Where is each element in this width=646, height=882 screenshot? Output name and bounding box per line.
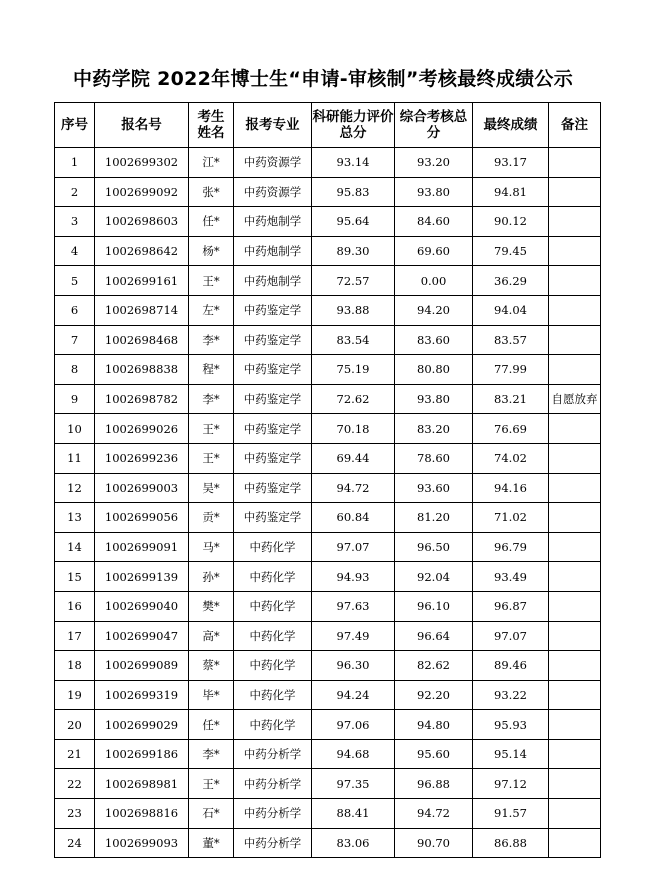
cell-registration-number: 1002699139 bbox=[95, 562, 189, 592]
cell-remarks bbox=[549, 443, 601, 473]
cell-candidate-name: 张* bbox=[189, 177, 234, 207]
cell-overall-score: 84.60 bbox=[395, 207, 473, 237]
cell-index: 18 bbox=[55, 651, 95, 681]
cell-registration-number: 1002699056 bbox=[95, 503, 189, 533]
cell-research-score: 93.14 bbox=[312, 148, 395, 178]
cell-overall-score: 96.88 bbox=[395, 769, 473, 799]
table-row bbox=[55, 325, 601, 355]
table-row bbox=[55, 177, 601, 207]
cell-research-score: 97.35 bbox=[312, 769, 395, 799]
table-row bbox=[55, 739, 601, 769]
cell-remarks bbox=[549, 355, 601, 385]
header-remarks: 备注 bbox=[549, 103, 601, 148]
table-header-row bbox=[55, 103, 601, 148]
cell-overall-score: 83.20 bbox=[395, 414, 473, 444]
cell-remarks bbox=[549, 148, 601, 178]
cell-overall-score: 92.04 bbox=[395, 562, 473, 592]
cell-registration-number: 1002698714 bbox=[95, 295, 189, 325]
cell-registration-number: 1002699093 bbox=[95, 828, 189, 858]
cell-candidate-name: 李* bbox=[189, 739, 234, 769]
cell-index: 23 bbox=[55, 799, 95, 829]
cell-major: 中药化学 bbox=[234, 532, 312, 562]
cell-overall-score: 81.20 bbox=[395, 503, 473, 533]
cell-major: 中药分析学 bbox=[234, 739, 312, 769]
cell-registration-number: 1002698782 bbox=[95, 384, 189, 414]
cell-overall-score: 96.10 bbox=[395, 591, 473, 621]
cell-final-score: 94.16 bbox=[473, 473, 549, 503]
cell-overall-score: 94.20 bbox=[395, 295, 473, 325]
cell-research-score: 83.54 bbox=[312, 325, 395, 355]
cell-research-score: 72.62 bbox=[312, 384, 395, 414]
cell-index: 21 bbox=[55, 739, 95, 769]
cell-remarks bbox=[549, 621, 601, 651]
cell-registration-number: 1002699092 bbox=[95, 177, 189, 207]
cell-remarks bbox=[549, 591, 601, 621]
table-row bbox=[55, 799, 601, 829]
cell-remarks: 自愿放弃 bbox=[549, 384, 601, 414]
cell-research-score: 75.19 bbox=[312, 355, 395, 385]
cell-candidate-name: 吴* bbox=[189, 473, 234, 503]
table-row bbox=[55, 651, 601, 681]
cell-final-score: 96.79 bbox=[473, 532, 549, 562]
cell-candidate-name: 王* bbox=[189, 769, 234, 799]
header-candidate-name: 考生 姓名 bbox=[189, 103, 234, 148]
cell-final-score: 96.87 bbox=[473, 591, 549, 621]
cell-research-score: 94.68 bbox=[312, 739, 395, 769]
cell-index: 22 bbox=[55, 769, 95, 799]
cell-major: 中药化学 bbox=[234, 710, 312, 740]
cell-registration-number: 1002699040 bbox=[95, 591, 189, 621]
cell-overall-score: 80.80 bbox=[395, 355, 473, 385]
cell-major: 中药鉴定学 bbox=[234, 503, 312, 533]
cell-remarks bbox=[549, 651, 601, 681]
cell-registration-number: 1002699089 bbox=[95, 651, 189, 681]
cell-candidate-name: 杨* bbox=[189, 236, 234, 266]
cell-remarks bbox=[549, 207, 601, 237]
cell-final-score: 83.21 bbox=[473, 384, 549, 414]
table-row bbox=[55, 236, 601, 266]
cell-index: 8 bbox=[55, 355, 95, 385]
cell-candidate-name: 高* bbox=[189, 621, 234, 651]
cell-candidate-name: 左* bbox=[189, 295, 234, 325]
cell-research-score: 70.18 bbox=[312, 414, 395, 444]
cell-registration-number: 1002699003 bbox=[95, 473, 189, 503]
header-index: 序号 bbox=[55, 103, 95, 148]
cell-index: 11 bbox=[55, 443, 95, 473]
cell-research-score: 88.41 bbox=[312, 799, 395, 829]
cell-registration-number: 1002698642 bbox=[95, 236, 189, 266]
cell-research-score: 97.06 bbox=[312, 710, 395, 740]
table-row bbox=[55, 532, 601, 562]
cell-registration-number: 1002699236 bbox=[95, 443, 189, 473]
table-row bbox=[55, 769, 601, 799]
cell-major: 中药化学 bbox=[234, 591, 312, 621]
cell-index: 10 bbox=[55, 414, 95, 444]
cell-index: 7 bbox=[55, 325, 95, 355]
cell-final-score: 93.22 bbox=[473, 680, 549, 710]
cell-overall-score: 93.20 bbox=[395, 148, 473, 178]
table-row bbox=[55, 443, 601, 473]
cell-final-score: 36.29 bbox=[473, 266, 549, 296]
cell-remarks bbox=[549, 799, 601, 829]
cell-major: 中药分析学 bbox=[234, 828, 312, 858]
cell-candidate-name: 李* bbox=[189, 325, 234, 355]
cell-remarks bbox=[549, 769, 601, 799]
cell-major: 中药炮制学 bbox=[234, 266, 312, 296]
cell-final-score: 95.14 bbox=[473, 739, 549, 769]
cell-research-score: 89.30 bbox=[312, 236, 395, 266]
cell-index: 1 bbox=[55, 148, 95, 178]
cell-candidate-name: 孙* bbox=[189, 562, 234, 592]
cell-research-score: 97.07 bbox=[312, 532, 395, 562]
table-row bbox=[55, 295, 601, 325]
cell-overall-score: 90.70 bbox=[395, 828, 473, 858]
cell-remarks bbox=[549, 739, 601, 769]
cell-research-score: 69.44 bbox=[312, 443, 395, 473]
cell-registration-number: 1002698468 bbox=[95, 325, 189, 355]
cell-remarks bbox=[549, 562, 601, 592]
cell-candidate-name: 贡* bbox=[189, 503, 234, 533]
cell-overall-score: 94.80 bbox=[395, 710, 473, 740]
cell-overall-score: 96.50 bbox=[395, 532, 473, 562]
table-row bbox=[55, 680, 601, 710]
cell-candidate-name: 任* bbox=[189, 207, 234, 237]
cell-remarks bbox=[549, 295, 601, 325]
cell-registration-number: 1002699319 bbox=[95, 680, 189, 710]
cell-index: 5 bbox=[55, 266, 95, 296]
cell-candidate-name: 王* bbox=[189, 266, 234, 296]
table-row bbox=[55, 503, 601, 533]
cell-index: 9 bbox=[55, 384, 95, 414]
cell-remarks bbox=[549, 236, 601, 266]
cell-final-score: 83.57 bbox=[473, 325, 549, 355]
cell-index: 15 bbox=[55, 562, 95, 592]
cell-major: 中药鉴定学 bbox=[234, 355, 312, 385]
cell-candidate-name: 王* bbox=[189, 443, 234, 473]
cell-final-score: 90.12 bbox=[473, 207, 549, 237]
header-major: 报考专业 bbox=[234, 103, 312, 148]
cell-final-score: 77.99 bbox=[473, 355, 549, 385]
cell-final-score: 94.81 bbox=[473, 177, 549, 207]
cell-index: 19 bbox=[55, 680, 95, 710]
table-row bbox=[55, 148, 601, 178]
cell-research-score: 95.64 bbox=[312, 207, 395, 237]
table-row bbox=[55, 621, 601, 651]
cell-major: 中药化学 bbox=[234, 651, 312, 681]
cell-remarks bbox=[549, 680, 601, 710]
cell-overall-score: 69.60 bbox=[395, 236, 473, 266]
cell-remarks bbox=[549, 473, 601, 503]
cell-candidate-name: 蔡* bbox=[189, 651, 234, 681]
cell-research-score: 94.24 bbox=[312, 680, 395, 710]
cell-registration-number: 1002698981 bbox=[95, 769, 189, 799]
table-row bbox=[55, 414, 601, 444]
cell-major: 中药炮制学 bbox=[234, 207, 312, 237]
cell-index: 4 bbox=[55, 236, 95, 266]
cell-remarks bbox=[549, 266, 601, 296]
cell-candidate-name: 江* bbox=[189, 148, 234, 178]
cell-overall-score: 96.64 bbox=[395, 621, 473, 651]
cell-registration-number: 1002699029 bbox=[95, 710, 189, 740]
cell-research-score: 93.88 bbox=[312, 295, 395, 325]
cell-major: 中药资源学 bbox=[234, 177, 312, 207]
cell-index: 14 bbox=[55, 532, 95, 562]
cell-overall-score: 93.60 bbox=[395, 473, 473, 503]
header-registration-number: 报名号 bbox=[95, 103, 189, 148]
cell-overall-score: 93.80 bbox=[395, 177, 473, 207]
cell-research-score: 95.83 bbox=[312, 177, 395, 207]
table-row bbox=[55, 266, 601, 296]
cell-major: 中药鉴定学 bbox=[234, 473, 312, 503]
cell-candidate-name: 马* bbox=[189, 532, 234, 562]
cell-candidate-name: 樊* bbox=[189, 591, 234, 621]
header-research-score: 科研能力评价总分 bbox=[312, 103, 395, 148]
cell-overall-score: 92.20 bbox=[395, 680, 473, 710]
cell-index: 12 bbox=[55, 473, 95, 503]
cell-major: 中药鉴定学 bbox=[234, 414, 312, 444]
cell-final-score: 91.57 bbox=[473, 799, 549, 829]
cell-research-score: 94.72 bbox=[312, 473, 395, 503]
cell-major: 中药化学 bbox=[234, 680, 312, 710]
table-row bbox=[55, 710, 601, 740]
cell-final-score: 97.12 bbox=[473, 769, 549, 799]
table-row bbox=[55, 207, 601, 237]
cell-overall-score: 82.62 bbox=[395, 651, 473, 681]
cell-remarks bbox=[549, 532, 601, 562]
cell-index: 17 bbox=[55, 621, 95, 651]
cell-research-score: 96.30 bbox=[312, 651, 395, 681]
score-table-body bbox=[55, 148, 601, 858]
cell-registration-number: 1002699161 bbox=[95, 266, 189, 296]
cell-overall-score: 83.60 bbox=[395, 325, 473, 355]
cell-registration-number: 1002699302 bbox=[95, 148, 189, 178]
cell-final-score: 86.88 bbox=[473, 828, 549, 858]
cell-remarks bbox=[549, 325, 601, 355]
cell-candidate-name: 李* bbox=[189, 384, 234, 414]
cell-remarks bbox=[549, 414, 601, 444]
cell-candidate-name: 程* bbox=[189, 355, 234, 385]
cell-candidate-name: 毕* bbox=[189, 680, 234, 710]
cell-final-score: 89.46 bbox=[473, 651, 549, 681]
cell-remarks bbox=[549, 503, 601, 533]
table-row bbox=[55, 828, 601, 858]
cell-final-score: 93.17 bbox=[473, 148, 549, 178]
cell-major: 中药鉴定学 bbox=[234, 384, 312, 414]
cell-index: 6 bbox=[55, 295, 95, 325]
cell-major: 中药鉴定学 bbox=[234, 443, 312, 473]
cell-index: 2 bbox=[55, 177, 95, 207]
cell-registration-number: 1002698603 bbox=[95, 207, 189, 237]
cell-candidate-name: 王* bbox=[189, 414, 234, 444]
cell-overall-score: 78.60 bbox=[395, 443, 473, 473]
cell-research-score: 97.63 bbox=[312, 591, 395, 621]
cell-overall-score: 94.72 bbox=[395, 799, 473, 829]
cell-remarks bbox=[549, 177, 601, 207]
cell-registration-number: 1002699047 bbox=[95, 621, 189, 651]
table-row bbox=[55, 384, 601, 414]
cell-final-score: 74.02 bbox=[473, 443, 549, 473]
cell-candidate-name: 石* bbox=[189, 799, 234, 829]
cell-final-score: 95.93 bbox=[473, 710, 549, 740]
cell-index: 20 bbox=[55, 710, 95, 740]
cell-index: 16 bbox=[55, 591, 95, 621]
cell-major: 中药分析学 bbox=[234, 799, 312, 829]
cell-registration-number: 1002699026 bbox=[95, 414, 189, 444]
cell-candidate-name: 任* bbox=[189, 710, 234, 740]
table-row bbox=[55, 355, 601, 385]
cell-overall-score: 95.60 bbox=[395, 739, 473, 769]
score-table bbox=[54, 102, 601, 858]
cell-major: 中药炮制学 bbox=[234, 236, 312, 266]
cell-candidate-name: 董* bbox=[189, 828, 234, 858]
cell-major: 中药化学 bbox=[234, 562, 312, 592]
cell-research-score: 72.57 bbox=[312, 266, 395, 296]
cell-overall-score: 0.00 bbox=[395, 266, 473, 296]
page-title: 中药学院 2022年博士生“申请-审核制”考核最终成绩公示 bbox=[72, 68, 574, 90]
cell-major: 中药化学 bbox=[234, 621, 312, 651]
header-overall-score: 综合考核总分 bbox=[395, 103, 473, 148]
cell-index: 3 bbox=[55, 207, 95, 237]
cell-research-score: 83.06 bbox=[312, 828, 395, 858]
cell-index: 13 bbox=[55, 503, 95, 533]
cell-remarks bbox=[549, 828, 601, 858]
cell-major: 中药鉴定学 bbox=[234, 325, 312, 355]
header-final-score: 最终成绩 bbox=[473, 103, 549, 148]
cell-registration-number: 1002698816 bbox=[95, 799, 189, 829]
cell-overall-score: 93.80 bbox=[395, 384, 473, 414]
cell-remarks bbox=[549, 710, 601, 740]
cell-final-score: 94.04 bbox=[473, 295, 549, 325]
cell-final-score: 97.07 bbox=[473, 621, 549, 651]
cell-registration-number: 1002699186 bbox=[95, 739, 189, 769]
cell-index: 24 bbox=[55, 828, 95, 858]
table-row bbox=[55, 591, 601, 621]
cell-final-score: 79.45 bbox=[473, 236, 549, 266]
cell-research-score: 97.49 bbox=[312, 621, 395, 651]
cell-registration-number: 1002699091 bbox=[95, 532, 189, 562]
cell-final-score: 76.69 bbox=[473, 414, 549, 444]
cell-major: 中药鉴定学 bbox=[234, 295, 312, 325]
cell-research-score: 60.84 bbox=[312, 503, 395, 533]
cell-final-score: 71.02 bbox=[473, 503, 549, 533]
cell-major: 中药资源学 bbox=[234, 148, 312, 178]
cell-research-score: 94.93 bbox=[312, 562, 395, 592]
cell-final-score: 93.49 bbox=[473, 562, 549, 592]
cell-registration-number: 1002698838 bbox=[95, 355, 189, 385]
table-row bbox=[55, 473, 601, 503]
table-row bbox=[55, 562, 601, 592]
cell-major: 中药分析学 bbox=[234, 769, 312, 799]
